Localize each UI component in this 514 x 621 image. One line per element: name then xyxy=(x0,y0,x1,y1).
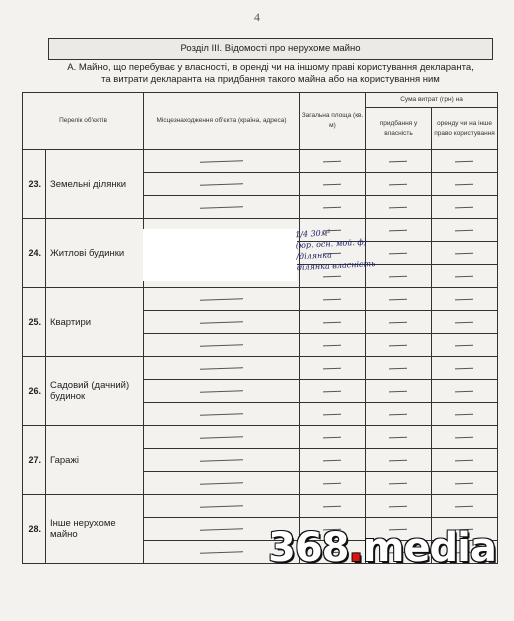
dash-mark xyxy=(200,298,243,301)
dash-mark xyxy=(389,321,407,323)
dash-mark xyxy=(200,367,243,370)
watermark-suffix: media xyxy=(362,525,496,571)
dash-mark xyxy=(323,482,341,484)
empty-cell xyxy=(432,357,498,380)
empty-cell xyxy=(300,334,366,357)
dash-mark xyxy=(200,528,243,531)
empty-cell xyxy=(366,495,432,518)
empty-cell xyxy=(144,472,300,495)
empty-cell xyxy=(144,288,300,311)
dash-mark xyxy=(455,321,473,323)
dash-mark xyxy=(389,390,407,392)
row-object-name: Житлові будинки xyxy=(46,219,144,288)
row-object-name: Садовий (дачний) будинок xyxy=(46,357,144,426)
row-object-name: Гаражі xyxy=(46,426,144,495)
header-location: Місцезнаходження об'єкта (країна, адреса) xyxy=(144,93,300,150)
empty-cell xyxy=(300,196,366,219)
table-row xyxy=(23,426,498,449)
dash-mark xyxy=(323,183,341,185)
empty-cell xyxy=(144,357,300,380)
dash-mark xyxy=(455,252,473,254)
dash-mark xyxy=(323,459,341,461)
dash-mark xyxy=(389,183,407,185)
redaction-block xyxy=(143,229,297,281)
table-body xyxy=(23,150,498,564)
empty-cell xyxy=(366,150,432,173)
empty-cell xyxy=(144,311,300,334)
empty-cell xyxy=(432,219,498,242)
empty-cell xyxy=(300,472,366,495)
subtitle-line-1: А. Майно, що перебуває у власності, в оренді чи на іншому праві користування декларанта, xyxy=(67,62,474,73)
table-row xyxy=(23,495,498,518)
dash-mark xyxy=(200,321,243,324)
dash-mark xyxy=(389,252,407,254)
empty-cell xyxy=(432,288,498,311)
empty-cell xyxy=(432,380,498,403)
empty-cell xyxy=(366,173,432,196)
dash-mark xyxy=(389,160,407,162)
table-row xyxy=(23,288,498,311)
dash-mark xyxy=(200,390,243,393)
dash-mark xyxy=(323,160,341,162)
empty-cell xyxy=(144,449,300,472)
empty-cell xyxy=(300,311,366,334)
dash-mark xyxy=(455,275,473,277)
dash-mark xyxy=(200,551,243,554)
empty-cell xyxy=(366,334,432,357)
dash-mark xyxy=(200,505,243,508)
subtitle-line-2: та витрати декларанта на придбання такого майна або на користування ним xyxy=(101,74,440,85)
dash-mark xyxy=(455,229,473,231)
watermark-dot: . xyxy=(348,525,363,571)
table-row xyxy=(23,150,498,173)
header-rent: оренду чи на інше право користування xyxy=(432,108,498,150)
dash-mark xyxy=(323,413,341,415)
empty-cell xyxy=(432,426,498,449)
empty-cell xyxy=(366,380,432,403)
dash-mark xyxy=(455,367,473,369)
page-number: 4 xyxy=(254,10,260,24)
header-purchase: придбання у власність xyxy=(366,108,432,150)
empty-cell xyxy=(300,173,366,196)
handwritten-line-1: 1/4 30м² xyxy=(294,228,331,240)
dash-mark xyxy=(389,367,407,369)
empty-cell xyxy=(366,288,432,311)
dash-mark xyxy=(389,436,407,438)
handwritten-line-3: /ділянка xyxy=(296,250,333,262)
dash-mark xyxy=(323,367,341,369)
empty-cell xyxy=(300,449,366,472)
empty-cell xyxy=(432,242,498,265)
dash-mark xyxy=(200,183,243,186)
empty-cell xyxy=(366,449,432,472)
empty-cell xyxy=(366,426,432,449)
dash-mark xyxy=(455,505,473,507)
empty-cell xyxy=(432,334,498,357)
row-number: 27. xyxy=(23,426,46,495)
dash-mark xyxy=(200,482,243,485)
empty-cell xyxy=(300,495,366,518)
dash-mark xyxy=(200,459,243,462)
empty-cell xyxy=(144,334,300,357)
dash-mark xyxy=(323,206,341,208)
empty-cell xyxy=(300,380,366,403)
row-number: 25. xyxy=(23,288,46,357)
empty-cell xyxy=(432,472,498,495)
dash-mark xyxy=(389,413,407,415)
empty-cell xyxy=(366,311,432,334)
header-total-area: Загальна площа (кв. м) xyxy=(300,93,366,150)
empty-cell xyxy=(300,150,366,173)
empty-cell xyxy=(432,173,498,196)
empty-cell xyxy=(432,403,498,426)
watermark-main: 368 xyxy=(268,525,349,571)
dash-mark xyxy=(200,206,243,209)
dash-mark xyxy=(455,183,473,185)
empty-cell xyxy=(432,495,498,518)
dash-mark xyxy=(389,344,407,346)
dash-mark xyxy=(389,459,407,461)
empty-cell xyxy=(432,150,498,173)
dash-mark xyxy=(323,321,341,323)
dash-mark xyxy=(323,436,341,438)
section-title: Розділ ІІІ. Відомості про нерухоме майно xyxy=(48,38,493,60)
dash-mark xyxy=(389,298,407,300)
empty-cell xyxy=(366,403,432,426)
empty-cell xyxy=(300,403,366,426)
empty-cell xyxy=(144,426,300,449)
header-expenses-group: Сума витрат (грн) на xyxy=(366,93,498,108)
row-object-name: Квартири xyxy=(46,288,144,357)
dash-mark xyxy=(455,436,473,438)
row-number: 28. xyxy=(23,495,46,564)
dash-mark xyxy=(389,229,407,231)
dash-mark xyxy=(455,344,473,346)
empty-cell xyxy=(366,196,432,219)
dash-mark xyxy=(323,298,341,300)
empty-cell xyxy=(144,150,300,173)
dash-mark xyxy=(389,482,407,484)
row-object-name: Інше нерухоме майно xyxy=(46,495,144,564)
handwritten-area-entry xyxy=(295,225,381,273)
dash-mark xyxy=(455,298,473,300)
dash-mark xyxy=(389,505,407,507)
empty-cell xyxy=(144,173,300,196)
dash-mark xyxy=(323,275,341,277)
header-object-list: Перелік об'єктів xyxy=(23,93,144,150)
row-number: 24. xyxy=(23,219,46,288)
dash-mark xyxy=(323,344,341,346)
dash-mark xyxy=(455,390,473,392)
empty-cell xyxy=(300,426,366,449)
section-subtitle xyxy=(48,62,493,86)
empty-cell xyxy=(432,449,498,472)
table-row xyxy=(23,357,498,380)
dash-mark xyxy=(389,206,407,208)
dash-mark xyxy=(455,413,473,415)
row-number: 23. xyxy=(23,150,46,219)
empty-cell xyxy=(144,495,300,518)
empty-cell xyxy=(144,196,300,219)
dash-mark xyxy=(389,275,407,277)
dash-mark xyxy=(323,390,341,392)
handwritten-line-4: ділянка власність xyxy=(296,259,376,273)
real-estate-table xyxy=(22,92,498,564)
empty-cell xyxy=(300,288,366,311)
dash-mark xyxy=(323,505,341,507)
dash-mark xyxy=(455,206,473,208)
empty-cell xyxy=(432,311,498,334)
dash-mark xyxy=(455,160,473,162)
dash-mark xyxy=(200,413,243,416)
watermark-logo xyxy=(268,525,496,571)
empty-cell xyxy=(366,357,432,380)
empty-cell xyxy=(144,380,300,403)
dash-mark xyxy=(455,482,473,484)
dash-mark xyxy=(455,459,473,461)
row-object-name: Земельні ділянки xyxy=(46,150,144,219)
empty-cell xyxy=(300,357,366,380)
empty-cell xyxy=(432,265,498,288)
handwritten-line-2: (юр. осн. мой. ф) xyxy=(295,237,368,251)
dash-mark xyxy=(200,160,243,163)
dash-mark xyxy=(200,344,243,347)
empty-cell xyxy=(432,196,498,219)
row-number: 26. xyxy=(23,357,46,426)
empty-cell xyxy=(144,403,300,426)
empty-cell xyxy=(366,472,432,495)
dash-mark xyxy=(200,436,243,439)
